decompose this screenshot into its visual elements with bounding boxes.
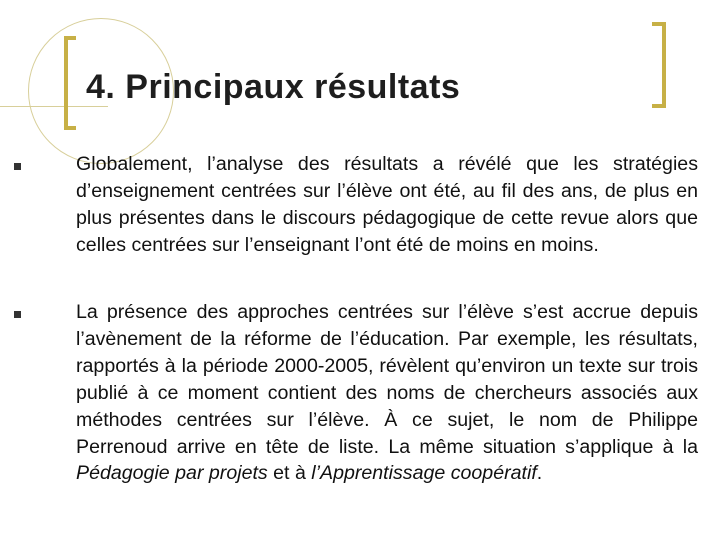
italic-term-apprentissage: l’Apprentissage coopératif [311,462,537,485]
bullet-marker [14,163,21,170]
slide-title: 4. Principaux résultats [86,68,461,106]
bullet-marker [14,311,21,318]
connector-text: et à [267,462,312,485]
paragraph-2-end: . [536,462,543,485]
right-bracket-decoration [652,22,666,108]
bullet-paragraph-2 [76,299,698,487]
bullet-paragraph-1: Globalement, l’analyse des résultats a révélé que les stratégies d’enseignement centrées sur l’élève ont été, au fil des ans, de plus en plus présentes dans le discours pédagogique de cette revue alors que celles centrées sur l’enseignant l’ont été de moins en moins. [76,153,698,256]
left-bracket-decoration [64,36,76,130]
italic-term-pedagogie: Pédagogie par projets [76,462,268,485]
paragraph-2-text: La présence des approches centrées sur l’élève s’est accrue depuis l’avènement de la réforme de l’éducation. Par exemple, les résultats, rapportés à la période 2000-2005, révèlent qu’environ un texte sur trois publié à ce moment contient des noms de chercheurs associés aux méthodes centrées sur l’élève. À ce sujet, le nom de Philippe Perrenoud arrive en tête de liste. La même situation s’applique à la [76,301,698,458]
